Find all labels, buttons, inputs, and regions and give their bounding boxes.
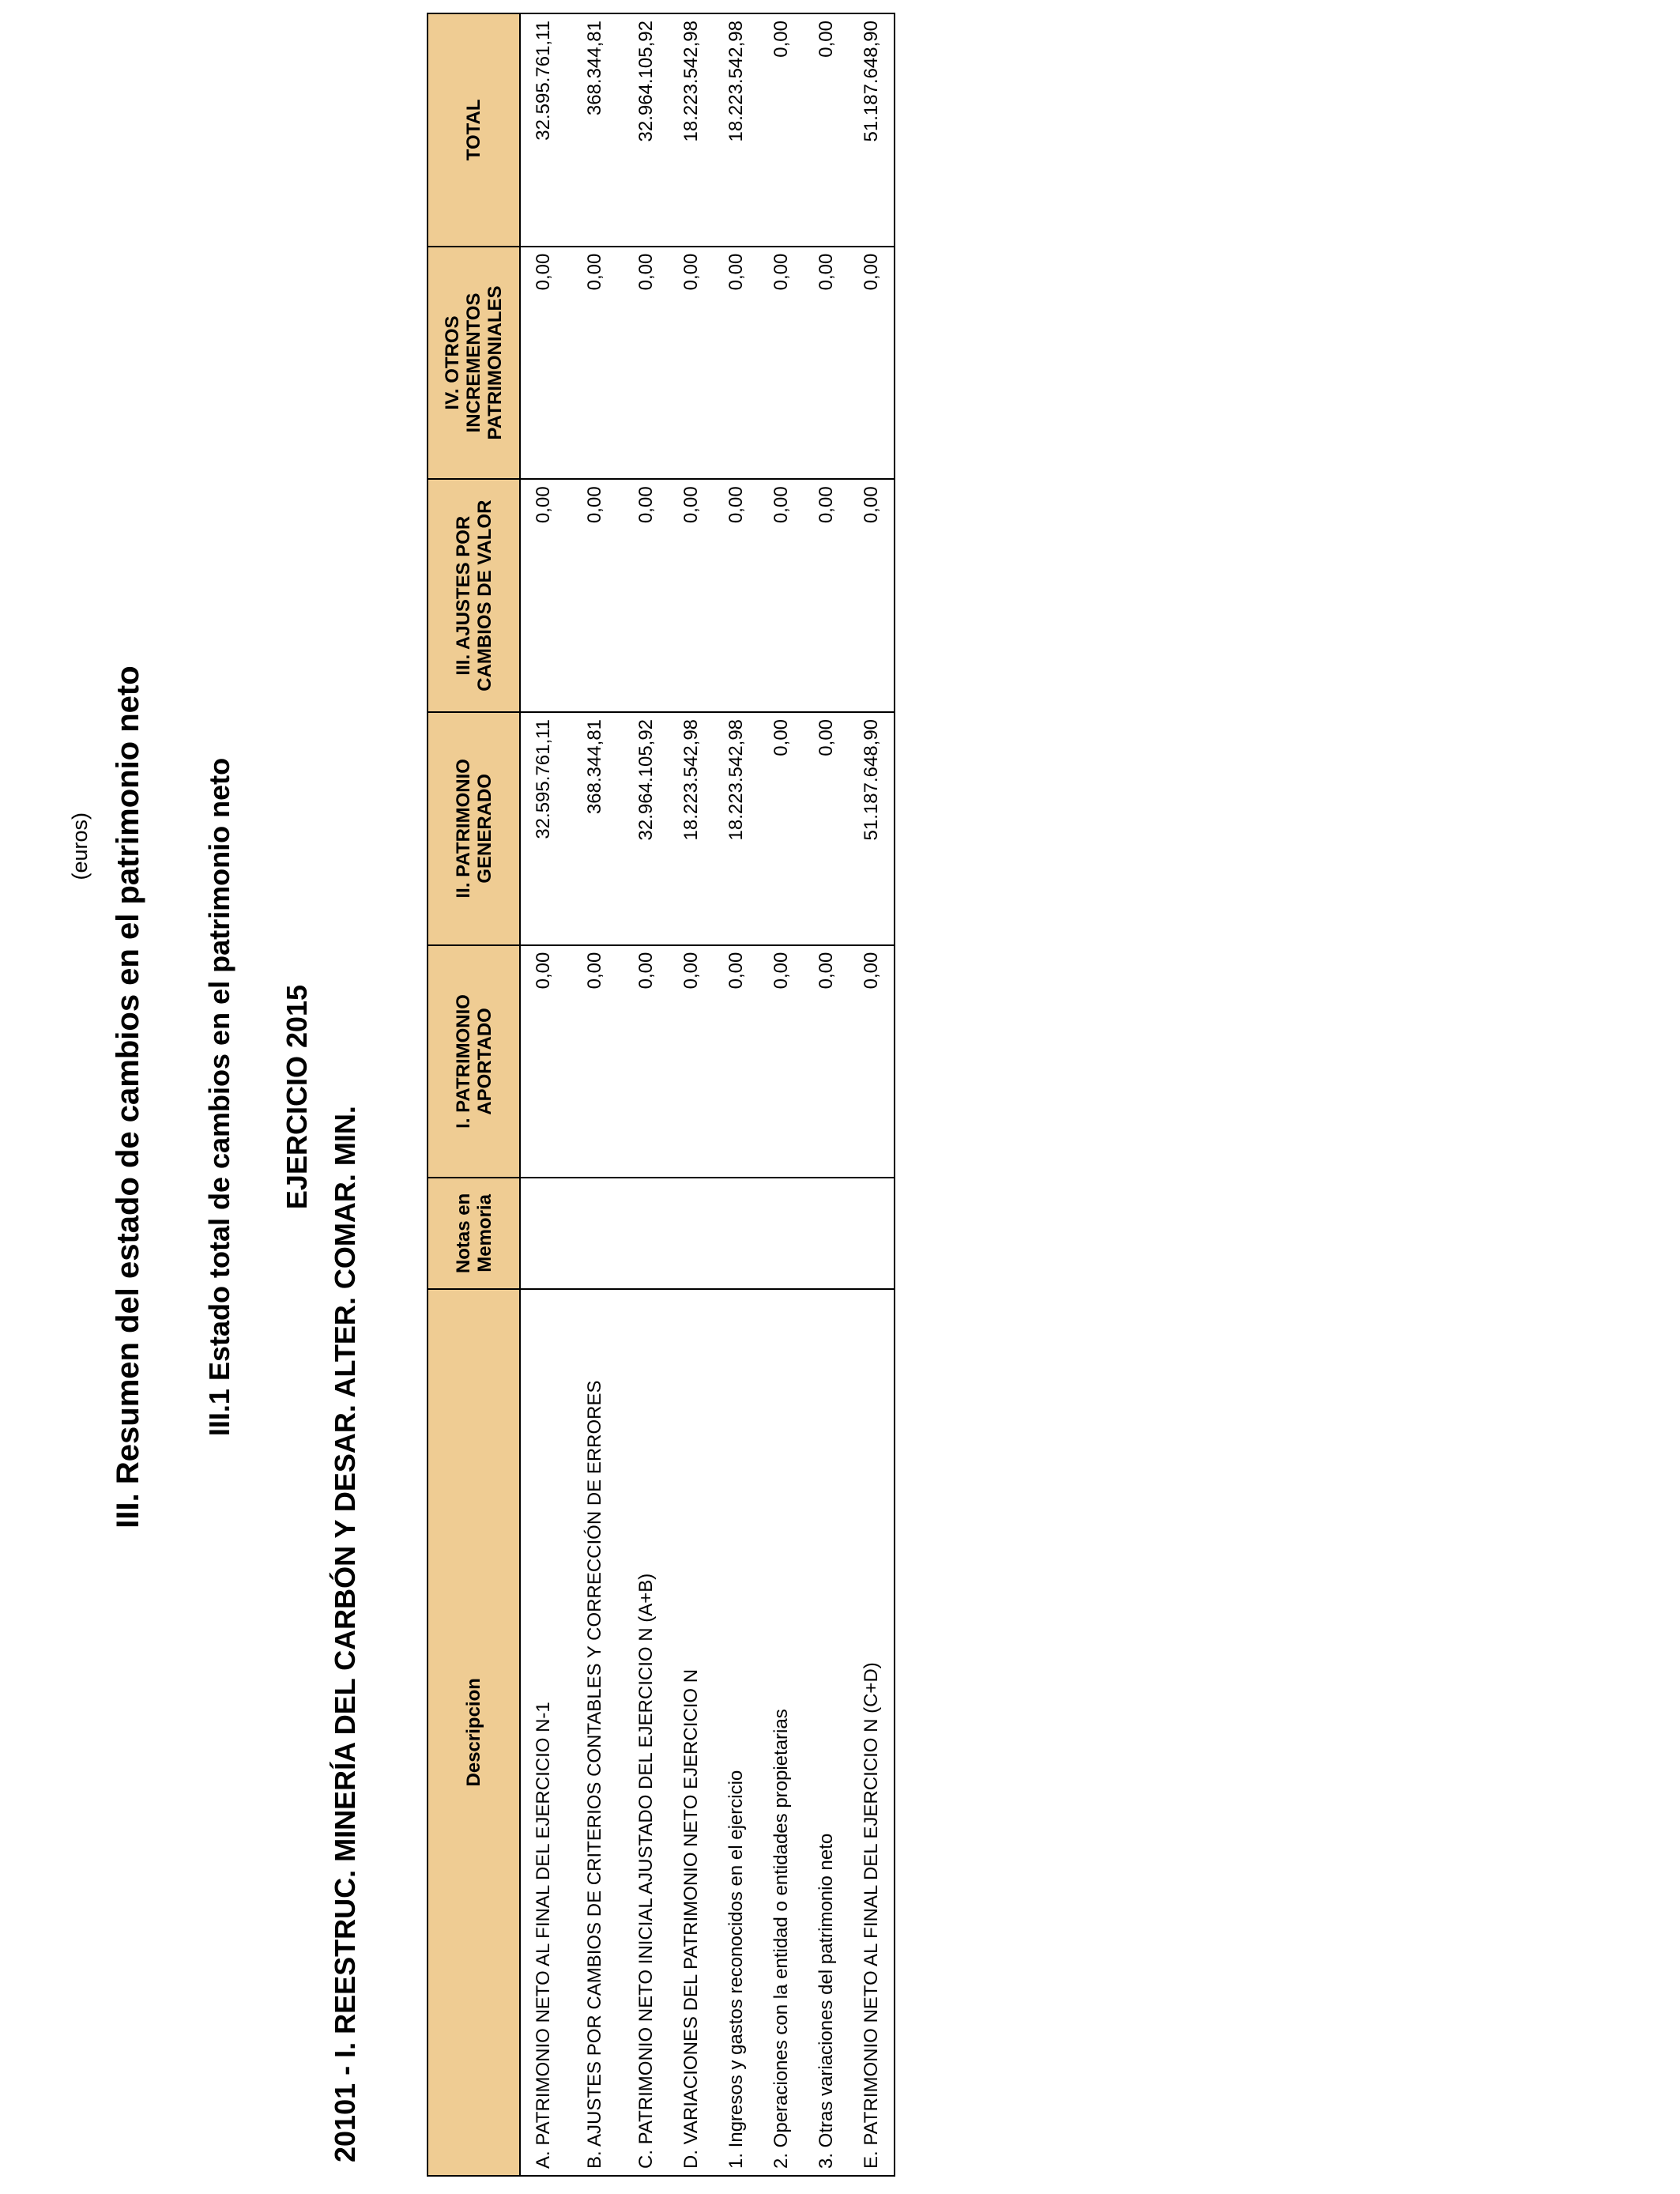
row-otros: 0,00 bbox=[566, 247, 623, 480]
row-aportado: 0,00 bbox=[849, 945, 895, 1178]
row-description: B. AJUSTES POR CAMBIOS DE CRITERIOS CONTABLES Y CORRECCIÓN DE ERRORES bbox=[566, 1289, 623, 2176]
row-generado: 51.187.648,90 bbox=[849, 712, 895, 945]
row-otros: 0,00 bbox=[804, 247, 849, 480]
row-ajustes: 0,00 bbox=[566, 479, 623, 712]
document-subtitle: III.1 Estado total de cambios en el patrimonio neto bbox=[203, 757, 235, 1437]
row-total: 0,00 bbox=[804, 13, 849, 247]
row-notas bbox=[566, 1178, 623, 1288]
row-otros: 0,00 bbox=[669, 247, 714, 480]
row-otros: 0,00 bbox=[520, 247, 566, 480]
row-otros: 0,00 bbox=[623, 247, 669, 480]
row-total: 368.344,81 bbox=[566, 13, 623, 247]
row-notas bbox=[623, 1178, 669, 1288]
row-aportado: 0,00 bbox=[520, 945, 566, 1178]
header-notas-memoria: Notas en Memoria bbox=[428, 1178, 520, 1288]
fiscal-year: EJERCICIO 2015 bbox=[281, 984, 313, 1210]
header-otros-incrementos: IV. OTROS INCREMENTOS PATRIMONIALES bbox=[428, 247, 520, 480]
row-notas bbox=[520, 1178, 566, 1288]
row-aportado: 0,00 bbox=[714, 945, 759, 1178]
row-otros: 0,00 bbox=[849, 247, 895, 480]
currency-note: (euros) bbox=[68, 812, 92, 880]
row-notas bbox=[669, 1178, 714, 1288]
row-otros: 0,00 bbox=[714, 247, 759, 480]
row-ajustes: 0,00 bbox=[759, 479, 804, 712]
row-aportado: 0,00 bbox=[759, 945, 804, 1178]
table-row bbox=[566, 13, 623, 2176]
row-description: E. PATRIMONIO NETO AL FINAL DEL EJERCICIO N (C+D) bbox=[849, 1289, 895, 2176]
row-ajustes: 0,00 bbox=[669, 479, 714, 712]
row-ajustes: 0,00 bbox=[714, 479, 759, 712]
row-total: 51.187.648,90 bbox=[849, 13, 895, 247]
entity-name: 20101 - I. REESTRUC. MINERÍA DEL CARBÓN Y DESAR. ALTER. COMAR. MIN. bbox=[329, 1106, 361, 2162]
row-description: A. PATRIMONIO NETO AL FINAL DEL EJERCICIO N-1 bbox=[520, 1289, 566, 2176]
row-total: 0,00 bbox=[759, 13, 804, 247]
row-generado: 18.223.542,98 bbox=[714, 712, 759, 945]
row-ajustes: 0,00 bbox=[804, 479, 849, 712]
row-notas bbox=[759, 1178, 804, 1288]
row-generado: 32.595.761,11 bbox=[520, 712, 566, 945]
table-row bbox=[714, 13, 759, 2176]
header-patrimonio-generado: II. PATRIMONIO GENERADO bbox=[428, 712, 520, 945]
row-description: 2. Operaciones con la entidad o entidades propietarias bbox=[759, 1289, 804, 2176]
row-ajustes: 0,00 bbox=[623, 479, 669, 712]
row-description: D. VARIACIONES DEL PATRIMONIO NETO EJERCICIO N bbox=[669, 1289, 714, 2176]
row-generado: 0,00 bbox=[804, 712, 849, 945]
row-aportado: 0,00 bbox=[623, 945, 669, 1178]
equity-changes-table bbox=[427, 13, 895, 2177]
row-description: C. PATRIMONIO NETO INICIAL AJUSTADO DEL EJERCICIO N (A+B) bbox=[623, 1289, 669, 2176]
table-row bbox=[669, 13, 714, 2176]
row-notas bbox=[804, 1178, 849, 1288]
row-otros: 0,00 bbox=[759, 247, 804, 480]
table-header-row bbox=[428, 13, 520, 2176]
row-total: 18.223.542,98 bbox=[669, 13, 714, 247]
row-generado: 0,00 bbox=[759, 712, 804, 945]
header-total: TOTAL bbox=[428, 13, 520, 247]
row-total: 18.223.542,98 bbox=[714, 13, 759, 247]
table-row bbox=[849, 13, 895, 2176]
row-aportado: 0,00 bbox=[804, 945, 849, 1178]
row-total: 32.595.761,11 bbox=[520, 13, 566, 247]
row-ajustes: 0,00 bbox=[849, 479, 895, 712]
row-ajustes: 0,00 bbox=[520, 479, 566, 712]
row-generado: 18.223.542,98 bbox=[669, 712, 714, 945]
document-title: III. Resumen del estado de cambios en el patrimonio neto bbox=[111, 665, 145, 1529]
row-aportado: 0,00 bbox=[669, 945, 714, 1178]
row-notas bbox=[714, 1178, 759, 1288]
header-descripcion: Descripcion bbox=[428, 1289, 520, 2176]
row-generado: 368.344,81 bbox=[566, 712, 623, 945]
table-row bbox=[520, 13, 566, 2176]
header-ajustes-cambios-valor: III. AJUSTES POR CAMBIOS DE VALOR bbox=[428, 479, 520, 712]
row-description: 1. Ingresos y gastos reconocidos en el ejercicio bbox=[714, 1289, 759, 2176]
table-row bbox=[623, 13, 669, 2176]
row-aportado: 0,00 bbox=[566, 945, 623, 1178]
table-row bbox=[759, 13, 804, 2176]
row-notas bbox=[849, 1178, 895, 1288]
row-description: 3. Otras variaciones del patrimonio neto bbox=[804, 1289, 849, 2176]
row-total: 32.964.105,92 bbox=[623, 13, 669, 247]
row-generado: 32.964.105,92 bbox=[623, 712, 669, 945]
header-patrimonio-aportado: I. PATRIMONIO APORTADO bbox=[428, 945, 520, 1178]
table-row bbox=[804, 13, 849, 2176]
